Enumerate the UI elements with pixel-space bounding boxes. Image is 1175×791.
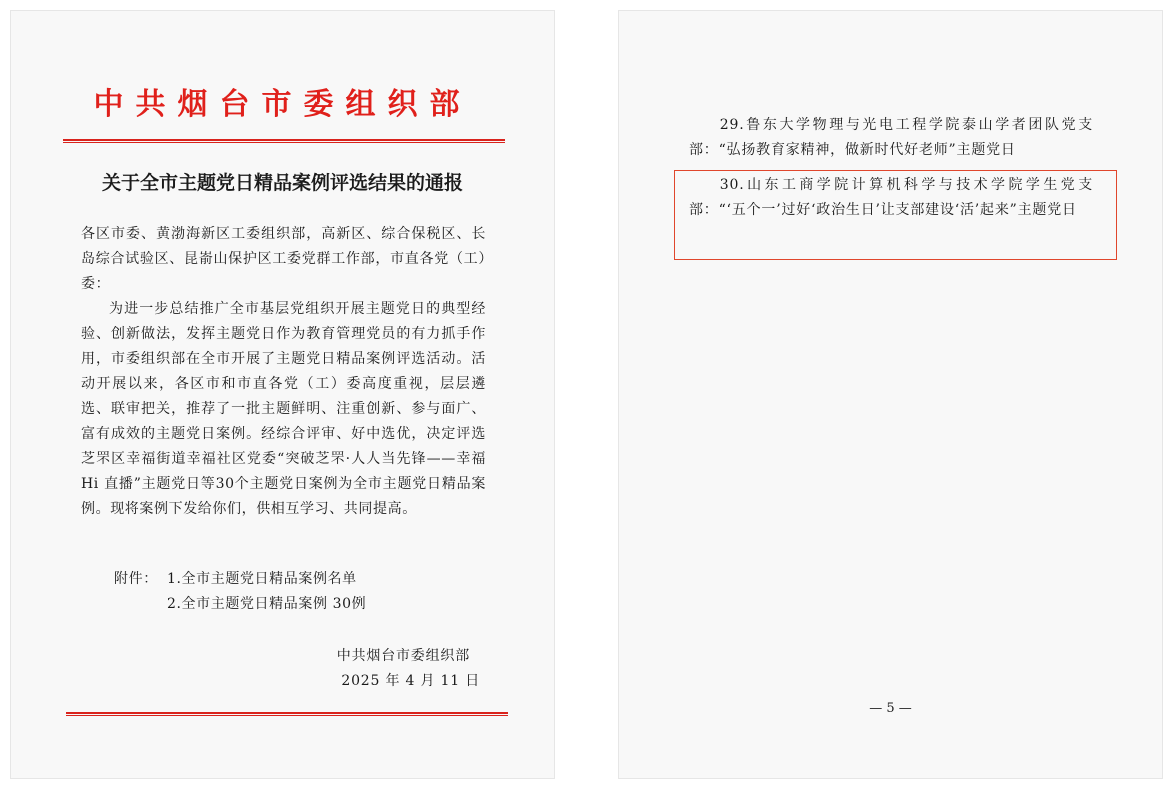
footer-red-rule (66, 712, 508, 716)
attachments-label: 附件： (114, 571, 158, 587)
page-number: — 5 — (869, 701, 912, 716)
org-header: 中共烟台市委组织部 (93, 87, 472, 122)
attachments-section (114, 567, 366, 617)
signature-date: 2025 年 4 月 11 日 (341, 673, 480, 689)
document-title: 关于全市主题党日精品案例评选结果的通报 (101, 172, 463, 194)
body-paragraph: 为进一步总结推广全市基层党组织开展主题党日的典型经验、创新做法，发挥主题党日作为教育管理党员的有力抓手作用，市委组织部在全市开展了主题党日精品案例评选活动。活动开展以来，各区市和市直各党（工）委高度重视，层层遴选、联审把关，推荐了一批主题鲜明、注重创新、参与面广、富有成效的主题党日案例。经综合评审、好中选优，决定评选芝罘区幸福街道幸福社区党委“突破芝罘·人人当先锋——幸福 Hi 直播”主题党日等30个主题党日案例为全市主题党日精品案例。现将案例下发给你们，供相互学习、共同提高。 (81, 301, 486, 517)
attachment-item: 1.全市主题党日精品案例名单 (167, 571, 357, 587)
signature-org: 中共烟台市委组织部 (336, 648, 470, 664)
attachment-item: 2.全市主题党日精品案例 30例 (167, 596, 367, 612)
header-red-rule (63, 139, 505, 143)
salutation: 各区市委、黄渤海新区工委组织部，高新区、综合保税区、长岛综合试验区、昆嵛山保护区工委党群工作部，市直各党（工）委： (81, 226, 486, 292)
document-page-left (10, 10, 555, 779)
document-page-right (618, 10, 1163, 779)
case-item: 29.鲁东大学物理与光电工程学院泰山学者团队党支部：“弘扬教育家精神，做新时代好老师”主题党日 (689, 117, 1093, 158)
case-item-highlighted: 30.山东工商学院计算机科学与技术学院学生党支部：“‘五个一’过好‘政治生日’让支部建设‘活’起来”主题党日 (689, 177, 1093, 218)
